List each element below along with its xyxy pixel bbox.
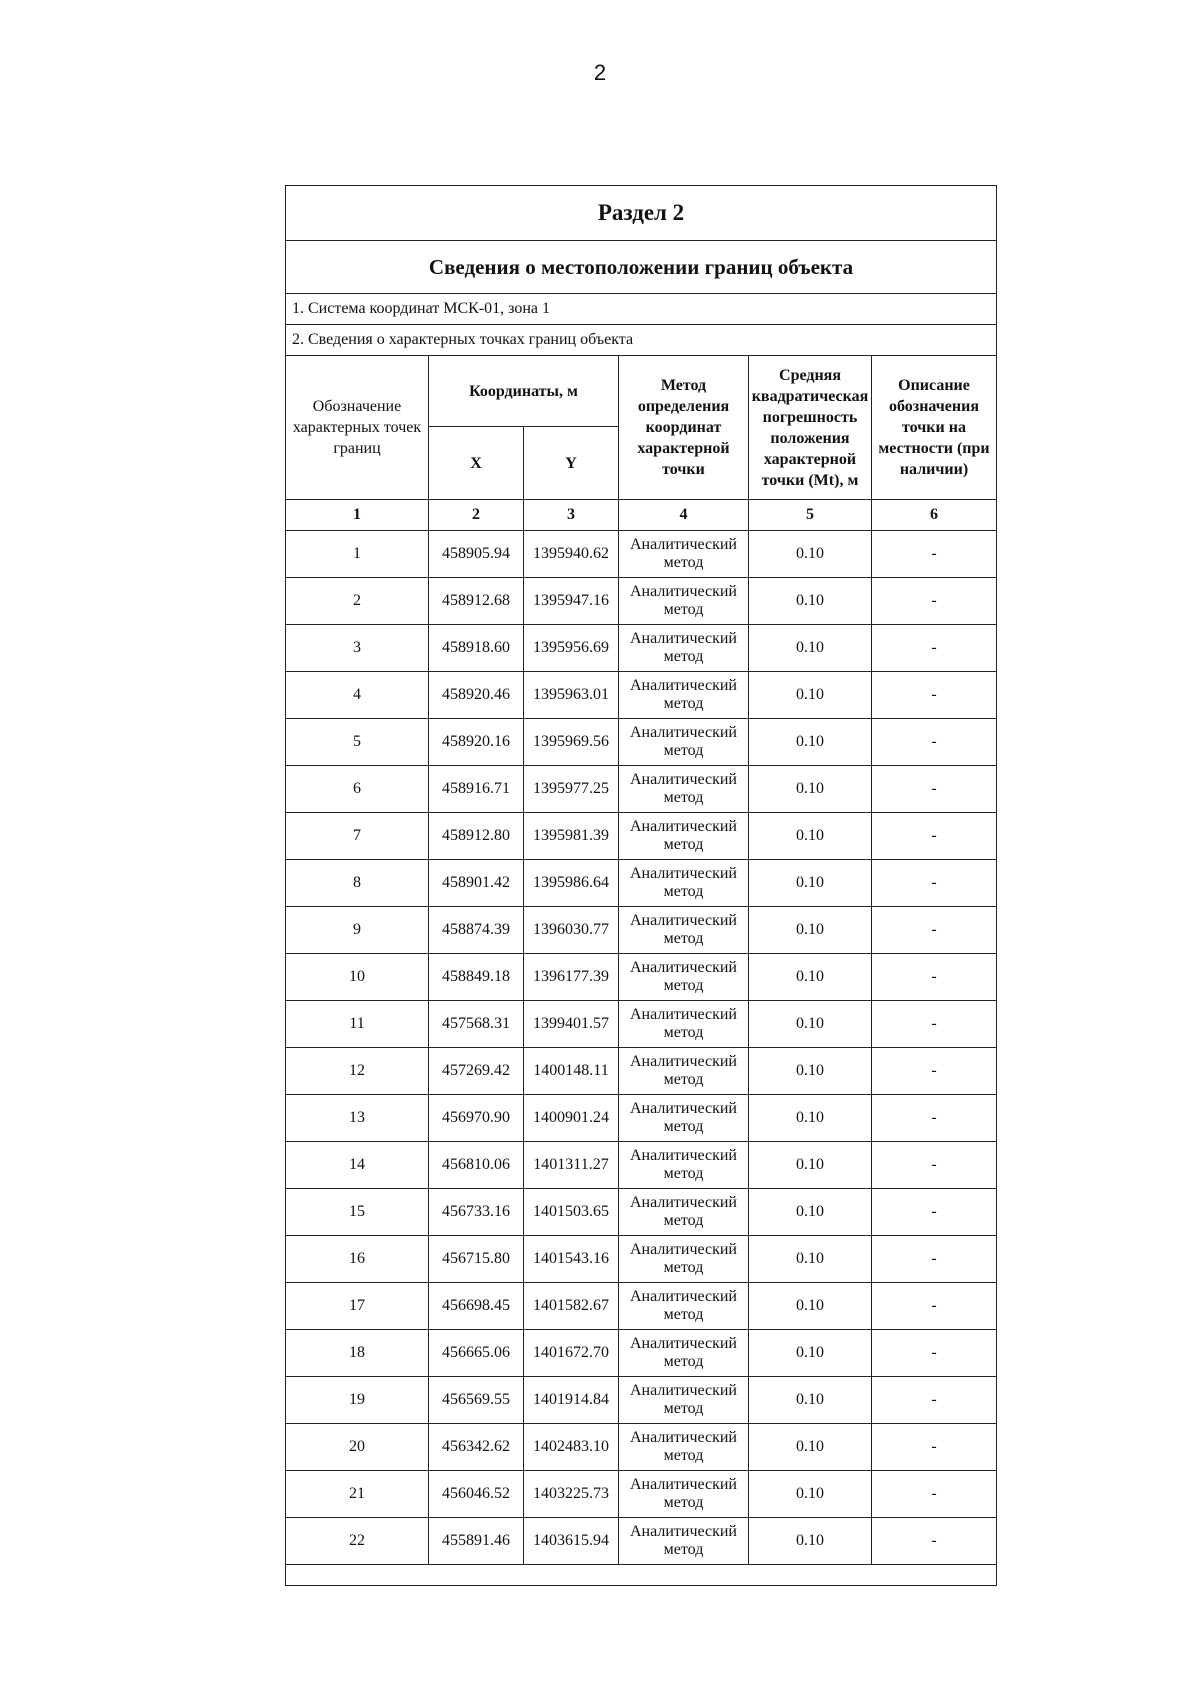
error-cell: 0.10 [749, 672, 872, 719]
column-number: 6 [872, 500, 997, 531]
x-coordinate-cell: 456970.90 [429, 1095, 524, 1142]
method-cell: Аналитический метод [619, 1424, 749, 1471]
y-coordinate-cell: 1400148.11 [524, 1048, 619, 1095]
section-subtitle: Сведения о местоположении границ объекта [286, 241, 997, 294]
y-coordinate-cell: 1395981.39 [524, 813, 619, 860]
x-coordinate-cell: 458916.71 [429, 766, 524, 813]
y-coordinate-cell: 1403225.73 [524, 1471, 619, 1518]
error-cell: 0.10 [749, 1189, 872, 1236]
table-row [286, 860, 997, 907]
table-row [286, 1001, 997, 1048]
description-cell: - [872, 625, 997, 672]
description-cell: - [872, 1236, 997, 1283]
error-cell: 0.10 [749, 1424, 872, 1471]
x-coordinate-cell: 458874.39 [429, 907, 524, 954]
description-cell: - [872, 719, 997, 766]
error-cell: 0.10 [749, 1001, 872, 1048]
table-footer-blank [286, 1565, 997, 1586]
description-cell: - [872, 766, 997, 813]
error-cell: 0.10 [749, 766, 872, 813]
description-cell: - [872, 1424, 997, 1471]
description-cell: - [872, 1330, 997, 1377]
description-cell: - [872, 1518, 997, 1565]
y-coordinate-cell: 1395963.01 [524, 672, 619, 719]
x-coordinate-cell: 456569.55 [429, 1377, 524, 1424]
point-designation-cell: 18 [286, 1330, 429, 1377]
column-number: 5 [749, 500, 872, 531]
header-x: X [429, 427, 524, 500]
description-cell: - [872, 1048, 997, 1095]
description-cell: - [872, 813, 997, 860]
header-y: Y [524, 427, 619, 500]
method-cell: Аналитический метод [619, 1330, 749, 1377]
boundary-points-table [285, 185, 997, 1586]
page-number: 2 [593, 60, 607, 85]
table-row [286, 1283, 997, 1330]
point-designation-cell: 15 [286, 1189, 429, 1236]
table-row [286, 672, 997, 719]
point-designation-cell: 8 [286, 860, 429, 907]
coordinate-system-line: 1. Система координат МСК-01, зона 1 [286, 294, 997, 325]
y-coordinate-cell: 1395947.16 [524, 578, 619, 625]
error-cell: 0.10 [749, 1330, 872, 1377]
x-coordinate-cell: 458912.80 [429, 813, 524, 860]
point-designation-cell: 9 [286, 907, 429, 954]
x-coordinate-cell: 455891.46 [429, 1518, 524, 1565]
y-coordinate-cell: 1401672.70 [524, 1330, 619, 1377]
error-cell: 0.10 [749, 1095, 872, 1142]
x-coordinate-cell: 456733.16 [429, 1189, 524, 1236]
table-row [286, 1095, 997, 1142]
x-coordinate-cell: 456715.80 [429, 1236, 524, 1283]
error-cell: 0.10 [749, 1283, 872, 1330]
method-cell: Аналитический метод [619, 1236, 749, 1283]
y-coordinate-cell: 1395940.62 [524, 531, 619, 578]
method-cell: Аналитический метод [619, 1095, 749, 1142]
point-designation-cell: 11 [286, 1001, 429, 1048]
error-cell: 0.10 [749, 813, 872, 860]
table-row [286, 719, 997, 766]
method-cell: Аналитический метод [619, 813, 749, 860]
table-row [286, 578, 997, 625]
error-cell: 0.10 [749, 1236, 872, 1283]
method-cell: Аналитический метод [619, 907, 749, 954]
column-number: 2 [429, 500, 524, 531]
point-designation-cell: 12 [286, 1048, 429, 1095]
method-cell: Аналитический метод [619, 578, 749, 625]
error-cell: 0.10 [749, 531, 872, 578]
point-designation-cell: 20 [286, 1424, 429, 1471]
method-cell: Аналитический метод [619, 1377, 749, 1424]
table-row [286, 813, 997, 860]
y-coordinate-cell: 1401311.27 [524, 1142, 619, 1189]
description-cell: - [872, 1095, 997, 1142]
column-number: 4 [619, 500, 749, 531]
x-coordinate-cell: 458920.46 [429, 672, 524, 719]
table-row [286, 1048, 997, 1095]
method-cell: Аналитический метод [619, 860, 749, 907]
table-row [286, 1471, 997, 1518]
point-designation-cell: 16 [286, 1236, 429, 1283]
table-row [286, 1424, 997, 1471]
x-coordinate-cell: 456046.52 [429, 1471, 524, 1518]
table-row [286, 1236, 997, 1283]
x-coordinate-cell: 457269.42 [429, 1048, 524, 1095]
x-coordinate-cell: 458901.42 [429, 860, 524, 907]
y-coordinate-cell: 1396177.39 [524, 954, 619, 1001]
y-coordinate-cell: 1401503.65 [524, 1189, 619, 1236]
method-cell: Аналитический метод [619, 1518, 749, 1565]
error-cell: 0.10 [749, 578, 872, 625]
point-designation-cell: 22 [286, 1518, 429, 1565]
method-cell: Аналитический метод [619, 1142, 749, 1189]
point-designation-cell: 10 [286, 954, 429, 1001]
point-designation-cell: 4 [286, 672, 429, 719]
table-row [286, 1518, 997, 1565]
table-row [286, 1330, 997, 1377]
method-cell: Аналитический метод [619, 1283, 749, 1330]
point-designation-cell: 7 [286, 813, 429, 860]
description-cell: - [872, 578, 997, 625]
table-row [286, 1142, 997, 1189]
point-designation-cell: 5 [286, 719, 429, 766]
table-row [286, 625, 997, 672]
method-cell: Аналитический метод [619, 1001, 749, 1048]
x-coordinate-cell: 458912.68 [429, 578, 524, 625]
description-cell: - [872, 1001, 997, 1048]
table-row [286, 766, 997, 813]
error-cell: 0.10 [749, 907, 872, 954]
y-coordinate-cell: 1403615.94 [524, 1518, 619, 1565]
y-coordinate-cell: 1402483.10 [524, 1424, 619, 1471]
table-row [286, 954, 997, 1001]
y-coordinate-cell: 1395956.69 [524, 625, 619, 672]
point-designation-cell: 14 [286, 1142, 429, 1189]
description-cell: - [872, 1189, 997, 1236]
x-coordinate-cell: 456810.06 [429, 1142, 524, 1189]
y-coordinate-cell: 1401914.84 [524, 1377, 619, 1424]
header-description: Описание обозначения точки на местности (при наличии) [872, 356, 997, 500]
error-cell: 0.10 [749, 954, 872, 1001]
y-coordinate-cell: 1395969.56 [524, 719, 619, 766]
table-row [286, 907, 997, 954]
error-cell: 0.10 [749, 1518, 872, 1565]
point-designation-cell: 19 [286, 1377, 429, 1424]
point-designation-cell: 6 [286, 766, 429, 813]
y-coordinate-cell: 1401543.16 [524, 1236, 619, 1283]
column-number: 3 [524, 500, 619, 531]
x-coordinate-cell: 458920.16 [429, 719, 524, 766]
point-designation-cell: 1 [286, 531, 429, 578]
x-coordinate-cell: 458849.18 [429, 954, 524, 1001]
method-cell: Аналитический метод [619, 719, 749, 766]
method-cell: Аналитический метод [619, 1189, 749, 1236]
description-cell: - [872, 860, 997, 907]
point-designation-cell: 13 [286, 1095, 429, 1142]
table-row [286, 1189, 997, 1236]
error-cell: 0.10 [749, 860, 872, 907]
method-cell: Аналитический метод [619, 766, 749, 813]
point-designation-cell: 3 [286, 625, 429, 672]
column-numbers-row [286, 500, 997, 531]
header-coordinates: Координаты, м [429, 356, 619, 427]
description-cell: - [872, 1283, 997, 1330]
description-cell: - [872, 954, 997, 1001]
method-cell: Аналитический метод [619, 672, 749, 719]
method-cell: Аналитический метод [619, 1048, 749, 1095]
description-cell: - [872, 1377, 997, 1424]
description-cell: - [872, 1142, 997, 1189]
points-heading-line: 2. Сведения о характерных точках границ объекта [286, 325, 997, 356]
method-cell: Аналитический метод [619, 954, 749, 1001]
x-coordinate-cell: 457568.31 [429, 1001, 524, 1048]
y-coordinate-cell: 1399401.57 [524, 1001, 619, 1048]
x-coordinate-cell: 456342.62 [429, 1424, 524, 1471]
error-cell: 0.10 [749, 1048, 872, 1095]
y-coordinate-cell: 1401582.67 [524, 1283, 619, 1330]
error-cell: 0.10 [749, 1471, 872, 1518]
description-cell: - [872, 672, 997, 719]
y-coordinate-cell: 1395977.25 [524, 766, 619, 813]
description-cell: - [872, 1471, 997, 1518]
error-cell: 0.10 [749, 1142, 872, 1189]
point-designation-cell: 2 [286, 578, 429, 625]
y-coordinate-cell: 1395986.64 [524, 860, 619, 907]
section-title: Раздел 2 [286, 186, 997, 241]
point-designation-cell: 17 [286, 1283, 429, 1330]
method-cell: Аналитический метод [619, 625, 749, 672]
table-row [286, 1377, 997, 1424]
description-cell: - [872, 907, 997, 954]
error-cell: 0.10 [749, 625, 872, 672]
x-coordinate-cell: 456665.06 [429, 1330, 524, 1377]
y-coordinate-cell: 1400901.24 [524, 1095, 619, 1142]
method-cell: Аналитический метод [619, 531, 749, 578]
header-point-designation: Обозначение характерных точек границ [286, 356, 429, 500]
x-coordinate-cell: 456698.45 [429, 1283, 524, 1330]
table-row [286, 531, 997, 578]
description-cell: - [872, 531, 997, 578]
point-designation-cell: 21 [286, 1471, 429, 1518]
x-coordinate-cell: 458918.60 [429, 625, 524, 672]
x-coordinate-cell: 458905.94 [429, 531, 524, 578]
header-method: Метод определения координат характерной точки [619, 356, 749, 500]
y-coordinate-cell: 1396030.77 [524, 907, 619, 954]
error-cell: 0.10 [749, 1377, 872, 1424]
method-cell: Аналитический метод [619, 1471, 749, 1518]
column-number: 1 [286, 500, 429, 531]
header-error: Средняя квадратическая погрешность положения характерной точки (Mt), м [749, 356, 872, 500]
error-cell: 0.10 [749, 719, 872, 766]
